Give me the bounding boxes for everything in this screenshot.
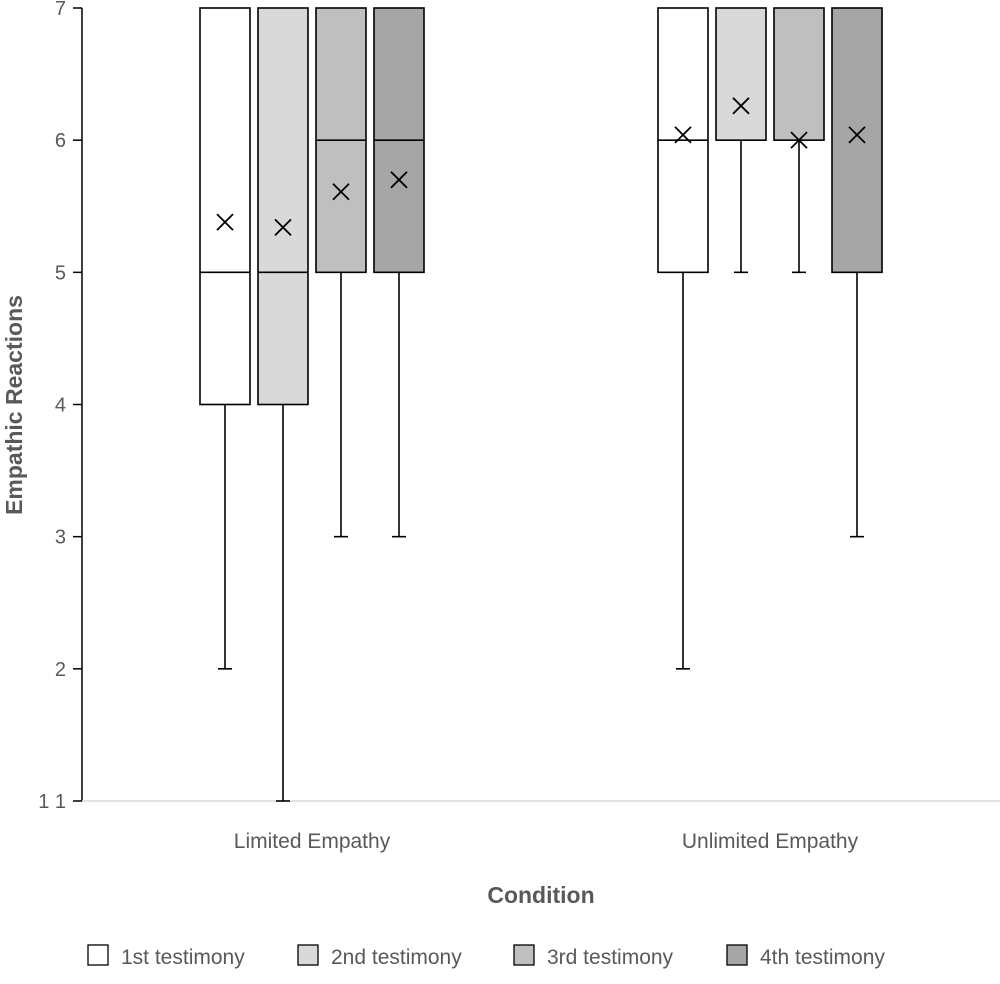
y-tick-label: 2 bbox=[54, 658, 66, 681]
y-tick-label: 6 bbox=[54, 130, 66, 153]
box-4-2 bbox=[832, 8, 882, 537]
y-tick-label: 1 1 bbox=[38, 791, 66, 813]
y-tick-label: 4 bbox=[54, 394, 66, 417]
box-3-2 bbox=[774, 8, 824, 272]
y-axis-title: Empathic Reactions bbox=[1, 295, 27, 515]
legend-label: 1st testimony bbox=[121, 946, 245, 969]
legend-swatch bbox=[88, 945, 108, 965]
legend-item bbox=[727, 945, 885, 969]
box-1-2 bbox=[658, 8, 708, 669]
x-category-label: Limited Empathy bbox=[233, 830, 391, 853]
box-rect bbox=[258, 8, 308, 405]
box-1-1 bbox=[200, 8, 250, 669]
box-rect bbox=[200, 8, 250, 405]
legend bbox=[88, 945, 885, 969]
legend-swatch bbox=[514, 945, 534, 965]
x-category-label: Unlimited Empathy bbox=[681, 830, 859, 853]
boxes-layer bbox=[200, 8, 882, 801]
y-tick-label: 7 bbox=[54, 0, 66, 20]
box-3-1 bbox=[316, 8, 366, 537]
x-axis-title: Condition bbox=[487, 882, 595, 908]
y-tick-label: 3 bbox=[54, 526, 66, 549]
legend-swatch bbox=[727, 945, 747, 965]
box-2-2 bbox=[716, 8, 766, 272]
legend-item bbox=[514, 945, 674, 969]
legend-item bbox=[88, 945, 245, 969]
box-2-1 bbox=[258, 8, 308, 801]
box-rect bbox=[774, 8, 824, 140]
y-tick-label: 5 bbox=[54, 262, 66, 285]
box-4-1 bbox=[374, 8, 424, 537]
box-rect bbox=[832, 8, 882, 272]
legend-label: 3rd testimony bbox=[547, 946, 674, 969]
legend-item bbox=[298, 945, 462, 969]
box-rect bbox=[716, 8, 766, 140]
legend-swatch bbox=[298, 945, 318, 965]
legend-label: 4th testimony bbox=[760, 946, 885, 969]
legend-label: 2nd testimony bbox=[331, 946, 462, 969]
